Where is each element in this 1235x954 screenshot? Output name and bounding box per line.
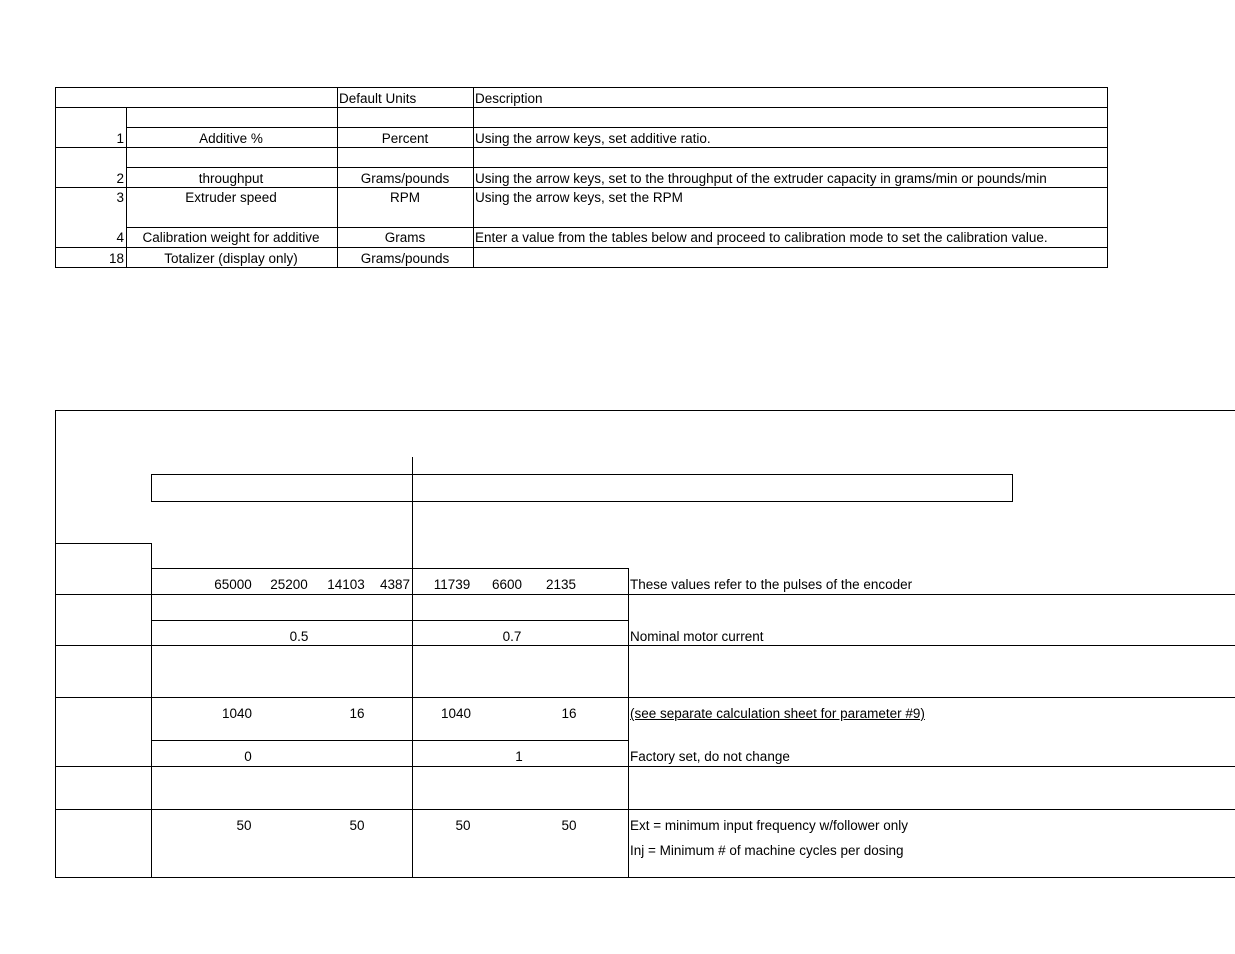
factory-value: 1 (515, 749, 523, 764)
grid-line (55, 766, 1235, 767)
grid-line (151, 501, 1013, 502)
minimum-value: 50 (236, 818, 252, 833)
parameter-9-value: 1040 (440, 706, 472, 721)
minimum-description-ext: Ext = minimum input frequency w/follower only (630, 818, 908, 833)
grid-line (337, 87, 338, 268)
encoder-description: These values refer to the pulses of the encoder (630, 577, 913, 592)
grid-line (628, 568, 629, 878)
motor-current-value: 0.7 (502, 629, 522, 644)
grid-line (55, 187, 1108, 188)
motor-current-description: Nominal motor current (630, 629, 764, 644)
encoder-value: 4387 (379, 577, 411, 592)
grid-line (55, 147, 1108, 148)
grid-line (151, 740, 629, 741)
grid-line (126, 167, 1108, 168)
row-number: 3 (116, 190, 124, 205)
parameter-9-value: 16 (349, 706, 365, 721)
encoder-value: 6600 (491, 577, 523, 592)
motor-current-value: 0.5 (289, 629, 309, 644)
row-number: 1 (116, 131, 124, 146)
row-number: 18 (108, 251, 124, 266)
row-name: Calibration weight for additive (142, 230, 320, 245)
grid-line (151, 568, 629, 569)
minimum-description-inj: Inj = Minimum # of machine cycles per dosing (630, 843, 904, 858)
grid-line (473, 87, 474, 268)
grid-line (55, 87, 1108, 88)
row-name: Extruder speed (185, 190, 277, 205)
grid-line (55, 697, 1235, 698)
grid-line (55, 410, 56, 878)
header-default-units: Default Units (339, 91, 417, 106)
row-name: Totalizer (display only) (164, 251, 298, 266)
row-number: 4 (116, 230, 124, 245)
encoder-value: 2135 (545, 577, 577, 592)
encoder-value: 14103 (327, 577, 365, 592)
encoder-value: 11739 (433, 577, 471, 592)
grid-line (1107, 87, 1108, 268)
grid-line (55, 267, 1108, 268)
grid-line (55, 87, 56, 268)
row-units: Percent (381, 131, 429, 146)
grid-line (55, 645, 1235, 646)
grid-line (55, 594, 1235, 595)
row-name: throughput (198, 171, 264, 186)
grid-line (151, 474, 1013, 475)
grid-line (126, 227, 1108, 228)
row-number: 2 (116, 171, 124, 186)
row-description: Using the arrow keys, set additive ratio. (475, 131, 711, 146)
grid-line (55, 809, 1235, 810)
grid-line (1012, 474, 1013, 502)
grid-line (55, 107, 1108, 108)
parameter-9-value: 1040 (221, 706, 253, 721)
encoder-value: 25200 (270, 577, 308, 592)
row-units: Grams (384, 230, 426, 245)
row-description: Using the arrow keys, set to the throughput of the extruder capacity in grams/min or pounds/min (475, 171, 1047, 186)
factory-description: Factory set, do not change (630, 749, 790, 764)
minimum-value: 50 (455, 818, 471, 833)
grid-line (126, 127, 1108, 128)
row-units: Grams/pounds (360, 171, 450, 186)
header-description: Description (475, 91, 543, 106)
row-units: Grams/pounds (360, 251, 450, 266)
encoder-value: 65000 (214, 577, 252, 592)
parameter-9-link[interactable]: (see separate calculation sheet for parameter #9) (630, 706, 925, 721)
grid-line (151, 620, 629, 621)
row-name: Additive % (199, 131, 263, 146)
grid-line (412, 457, 413, 878)
grid-line (55, 877, 1235, 878)
row-description: Enter a value from the tables below and proceed to calibration mode to set the calibration value. (475, 230, 1048, 245)
minimum-value: 50 (349, 818, 365, 833)
grid-line (55, 543, 152, 544)
grid-line (126, 107, 127, 268)
row-units: RPM (390, 190, 420, 205)
minimum-value: 50 (561, 818, 577, 833)
parameter-9-value: 16 (561, 706, 577, 721)
grid-line (151, 474, 152, 502)
grid-line (55, 410, 1235, 411)
row-description: Using the arrow keys, set the RPM (475, 190, 683, 205)
grid-line (55, 247, 1108, 248)
factory-value: 0 (244, 749, 252, 764)
